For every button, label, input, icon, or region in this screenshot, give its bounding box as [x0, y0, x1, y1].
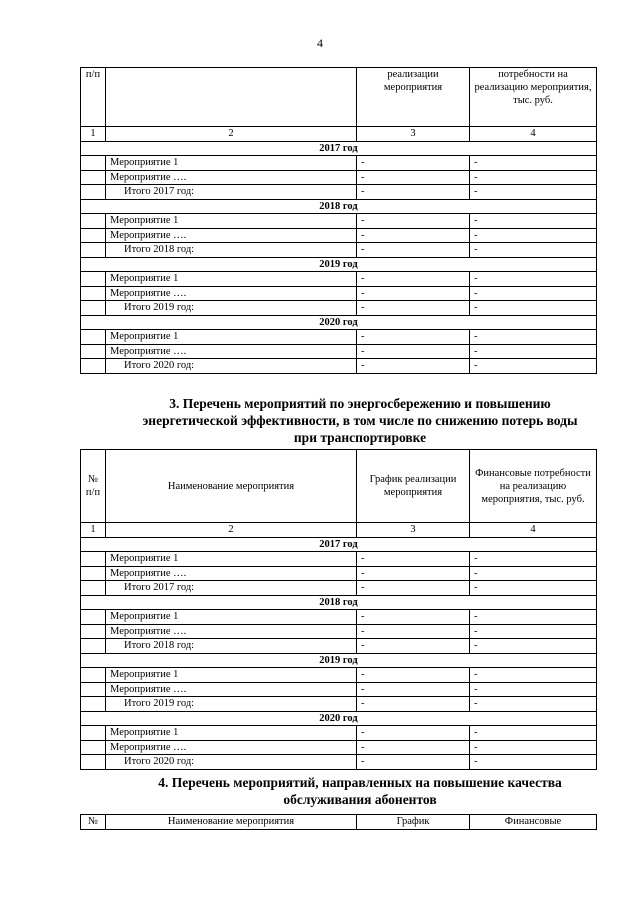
row-finance-value: -: [470, 301, 597, 316]
row-event-name: Мероприятие 1: [106, 668, 357, 683]
table-row: [81, 243, 597, 258]
row-schedule-value: -: [357, 214, 470, 229]
row-total-label: Итого 2020 год:: [106, 755, 357, 770]
row-number-cell: [81, 624, 106, 639]
row-finance-value: -: [470, 344, 597, 359]
header-col-finance: потребности на реализацию мероприятия, тыс. руб.: [470, 68, 597, 127]
row-finance-value: -: [470, 214, 597, 229]
section-3-title: [110, 395, 610, 446]
year-label: 2018 год: [81, 199, 597, 214]
table-row: [81, 581, 597, 596]
year-group-row: [81, 141, 597, 156]
header-col-number: №: [81, 815, 106, 830]
row-schedule-value: -: [357, 726, 470, 741]
year-label: 2020 год: [81, 711, 597, 726]
row-finance-value: -: [470, 755, 597, 770]
row-number-cell: [81, 170, 106, 185]
row-finance-value: -: [470, 185, 597, 200]
row-number-cell: [81, 243, 106, 258]
row-schedule-value: -: [357, 755, 470, 770]
row-total-label: Итого 2017 год:: [106, 581, 357, 596]
row-total-label: Итого 2017 год:: [106, 185, 357, 200]
section-4-title-line: обслуживания абонентов: [283, 792, 437, 807]
row-schedule-value: -: [357, 581, 470, 596]
row-finance-value: -: [470, 156, 597, 171]
year-label: 2019 год: [81, 257, 597, 272]
table-row: [81, 668, 597, 683]
row-number-cell: [81, 272, 106, 287]
row-schedule-value: -: [357, 697, 470, 712]
row-number-cell: [81, 286, 106, 301]
header-col-number: № п/п: [81, 450, 106, 523]
table-row: [81, 301, 597, 316]
row-number-cell: [81, 697, 106, 712]
row-event-name: Мероприятие 1: [106, 330, 357, 345]
row-event-name: Мероприятие 1: [106, 156, 357, 171]
row-event-name: Мероприятие ….: [106, 682, 357, 697]
header-col-schedule: График: [357, 815, 470, 830]
row-finance-value: -: [470, 243, 597, 258]
row-event-name: Мероприятие 1: [106, 214, 357, 229]
table-row: [81, 682, 597, 697]
row-event-name: Мероприятие 1: [106, 610, 357, 625]
year-group-row: [81, 315, 597, 330]
table-row: [81, 330, 597, 345]
table-row: [81, 156, 597, 171]
column-number: 2: [106, 127, 357, 142]
table-row: [81, 228, 597, 243]
row-schedule-value: -: [357, 272, 470, 287]
row-event-name: Мероприятие ….: [106, 286, 357, 301]
year-group-row: [81, 711, 597, 726]
table-row: [81, 639, 597, 654]
row-event-name: Мероприятие ….: [106, 740, 357, 755]
column-number: 1: [81, 523, 106, 538]
row-schedule-value: -: [357, 243, 470, 258]
row-finance-value: -: [470, 170, 597, 185]
header-col-number: п/п: [81, 68, 106, 127]
row-total-label: Итого 2018 год:: [106, 243, 357, 258]
row-finance-value: -: [470, 228, 597, 243]
row-finance-value: -: [470, 740, 597, 755]
column-number: 3: [357, 523, 470, 538]
section-3-title-line: 3. Перечень мероприятий по энергосбережению и повышению: [169, 396, 551, 411]
header-col-name: Наименование мероприятия: [106, 815, 357, 830]
row-finance-value: -: [470, 610, 597, 625]
row-finance-value: -: [470, 566, 597, 581]
row-finance-value: -: [470, 668, 597, 683]
row-finance-value: -: [470, 682, 597, 697]
header-col-finance: Финансовые: [470, 815, 597, 830]
row-schedule-value: -: [357, 610, 470, 625]
row-number-cell: [81, 639, 106, 654]
column-numbers-row: [81, 523, 597, 538]
column-number: 1: [81, 127, 106, 142]
row-number-cell: [81, 185, 106, 200]
header-col-name: [106, 68, 357, 127]
year-group-row: [81, 595, 597, 610]
page-number: 4: [317, 36, 323, 50]
row-number-cell: [81, 726, 106, 741]
year-label: 2020 год: [81, 315, 597, 330]
row-finance-value: -: [470, 581, 597, 596]
row-number-cell: [81, 301, 106, 316]
row-total-label: Итого 2019 год:: [106, 301, 357, 316]
section-3-title-line: энергетической эффективности, в том числе по снижению потерь воды: [142, 413, 578, 428]
row-number-cell: [81, 359, 106, 374]
row-total-label: Итого 2018 год:: [106, 639, 357, 654]
header-col-name: Наименование мероприятия: [106, 450, 357, 523]
row-finance-value: -: [470, 359, 597, 374]
row-finance-value: -: [470, 624, 597, 639]
row-number-cell: [81, 610, 106, 625]
column-numbers-row: [81, 127, 597, 142]
table-row: [81, 552, 597, 567]
year-group-row: [81, 537, 597, 552]
year-label: 2018 год: [81, 595, 597, 610]
row-schedule-value: -: [357, 330, 470, 345]
row-schedule-value: -: [357, 552, 470, 567]
header-col-schedule: реализации мероприятия: [357, 68, 470, 127]
table-header-row: [81, 815, 597, 830]
row-schedule-value: -: [357, 185, 470, 200]
row-event-name: Мероприятие ….: [106, 566, 357, 581]
row-schedule-value: -: [357, 228, 470, 243]
row-event-name: Мероприятие 1: [106, 272, 357, 287]
row-event-name: Мероприятие 1: [106, 552, 357, 567]
table-row: [81, 566, 597, 581]
year-label: 2017 год: [81, 141, 597, 156]
column-number: 4: [470, 127, 597, 142]
row-schedule-value: -: [357, 156, 470, 171]
table-row: [81, 359, 597, 374]
row-schedule-value: -: [357, 639, 470, 654]
row-number-cell: [81, 228, 106, 243]
header-col-schedule: График реализации мероприятия: [357, 450, 470, 523]
table-row: [81, 272, 597, 287]
row-event-name: Мероприятие ….: [106, 624, 357, 639]
table-row: [81, 170, 597, 185]
year-group-row: [81, 653, 597, 668]
row-schedule-value: -: [357, 566, 470, 581]
row-event-name: Мероприятие 1: [106, 726, 357, 741]
row-finance-value: -: [470, 552, 597, 567]
row-schedule-value: -: [357, 682, 470, 697]
column-number: 3: [357, 127, 470, 142]
row-number-cell: [81, 330, 106, 345]
row-schedule-value: -: [357, 624, 470, 639]
row-schedule-value: -: [357, 286, 470, 301]
row-schedule-value: -: [357, 668, 470, 683]
row-finance-value: -: [470, 286, 597, 301]
row-finance-value: -: [470, 639, 597, 654]
row-total-label: Итого 2019 год:: [106, 697, 357, 712]
row-number-cell: [81, 581, 106, 596]
table-header-row: [81, 68, 597, 127]
row-event-name: Мероприятие ….: [106, 228, 357, 243]
row-schedule-value: -: [357, 740, 470, 755]
table-row: [81, 697, 597, 712]
table-row: [81, 726, 597, 741]
column-number: 4: [470, 523, 597, 538]
row-event-name: Мероприятие ….: [106, 344, 357, 359]
row-total-label: Итого 2020 год:: [106, 359, 357, 374]
row-finance-value: -: [470, 272, 597, 287]
row-number-cell: [81, 156, 106, 171]
table-row: [81, 610, 597, 625]
row-number-cell: [81, 740, 106, 755]
row-number-cell: [81, 214, 106, 229]
table-events-continued: [80, 67, 597, 374]
row-schedule-value: -: [357, 301, 470, 316]
row-schedule-value: -: [357, 170, 470, 185]
row-number-cell: [81, 682, 106, 697]
row-finance-value: -: [470, 330, 597, 345]
row-finance-value: -: [470, 726, 597, 741]
table-energy-saving-events: [80, 449, 597, 770]
table-row: [81, 624, 597, 639]
row-number-cell: [81, 566, 106, 581]
table-row: [81, 286, 597, 301]
row-schedule-value: -: [357, 359, 470, 374]
year-label: 2019 год: [81, 653, 597, 668]
year-group-row: [81, 257, 597, 272]
section-4-title-line: 4. Перечень мероприятий, направленных на повышение качества: [158, 775, 562, 790]
row-number-cell: [81, 344, 106, 359]
header-col-finance: Финансовые потребности на реализацию мероприятия, тыс. руб.: [470, 450, 597, 523]
row-number-cell: [81, 552, 106, 567]
section-3-title-line: при транспортировке: [293, 430, 427, 445]
table-row: [81, 214, 597, 229]
section-4-title: [110, 774, 610, 808]
table-row: [81, 755, 597, 770]
year-group-row: [81, 199, 597, 214]
table-service-quality-events: [80, 814, 597, 830]
row-number-cell: [81, 668, 106, 683]
row-schedule-value: -: [357, 344, 470, 359]
row-number-cell: [81, 755, 106, 770]
row-finance-value: -: [470, 697, 597, 712]
year-label: 2017 год: [81, 537, 597, 552]
row-event-name: Мероприятие ….: [106, 170, 357, 185]
table-row: [81, 185, 597, 200]
table-row: [81, 740, 597, 755]
table-header-row: [81, 450, 597, 523]
column-number: 2: [106, 523, 357, 538]
table-row: [81, 344, 597, 359]
